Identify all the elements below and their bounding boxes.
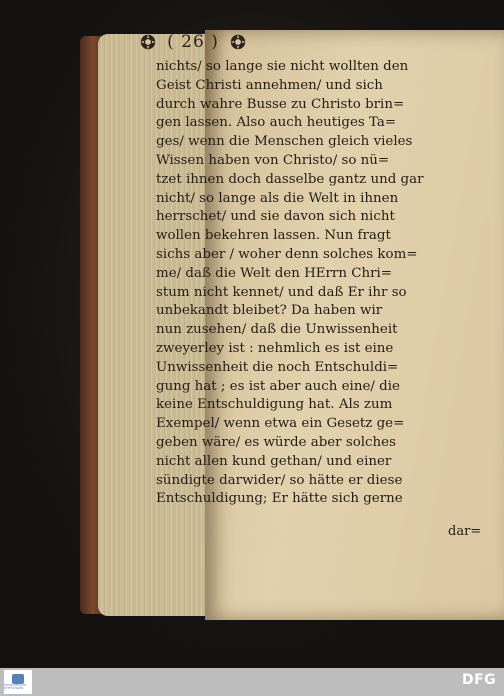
text-line: zweyerley ist : nehmlich es ist eine [156,340,394,356]
text-line: nicht/ so lange als die Welt in ihnen [156,190,399,206]
ornament-right-icon [229,33,247,51]
text-line: Entschuldigung; Er hätte sich gerne [156,491,403,507]
text-line: Wissen haben von Christo/ so nü= [156,152,390,168]
text-line: stum nicht kennet/ und daß Er ihr so [156,284,407,300]
text-line: gung hat ; es ist aber auch eine/ die [156,378,400,394]
text-line: tzet ihnen doch dasselbe gantz und gar [156,171,424,187]
text-line: nun zusehen/ daß die Unwissenheit [156,322,398,338]
page-body-text [156,58,424,509]
page-number: ( 26 ) [167,32,219,52]
dfg-logo: DFG [462,672,497,688]
text-line: gen lassen. Also auch heutiges Ta= [156,115,397,131]
text-line: me/ daß die Welt den HErrn Chri= [156,265,392,281]
text-line: sündigte darwider/ so hätte er diese [156,472,403,488]
text-line: Unwissenheit die noch Entschuldi= [156,359,399,375]
text-line: herrschet/ und sie davon sich nicht [156,209,395,225]
ornament-left-icon [139,33,157,51]
library-logo-text: FRANCKESCHE STIFTUNGEN [4,683,27,690]
text-line: keine Entschuldigung hat. Als zum [156,397,393,413]
catchword: dar= [448,524,482,539]
text-line: ges/ wenn die Menschen gleich vieles [156,134,413,150]
text-line: geben wäre/ es würde aber solches [156,434,396,450]
text-line: nicht allen kund gethan/ und einer [156,453,392,469]
viewer-footer-bar [0,668,504,696]
text-line: wollen bekehren lassen. Nun fragt [156,228,391,244]
text-line: Geist Christi annehmen/ und sich [156,77,383,93]
page-header [118,30,268,54]
library-logo [4,670,32,694]
text-line: durch wahre Busse zu Christo brin= [156,96,405,112]
text-line: nichts/ so lange sie nicht wollten den [156,59,409,74]
text-line: Exempel/ wenn etwa ein Gesetz ge= [156,416,405,432]
text-line: sichs aber / woher denn solches kom= [156,246,418,262]
text-line: unbekandt bleibet? Da haben wir [156,303,383,319]
